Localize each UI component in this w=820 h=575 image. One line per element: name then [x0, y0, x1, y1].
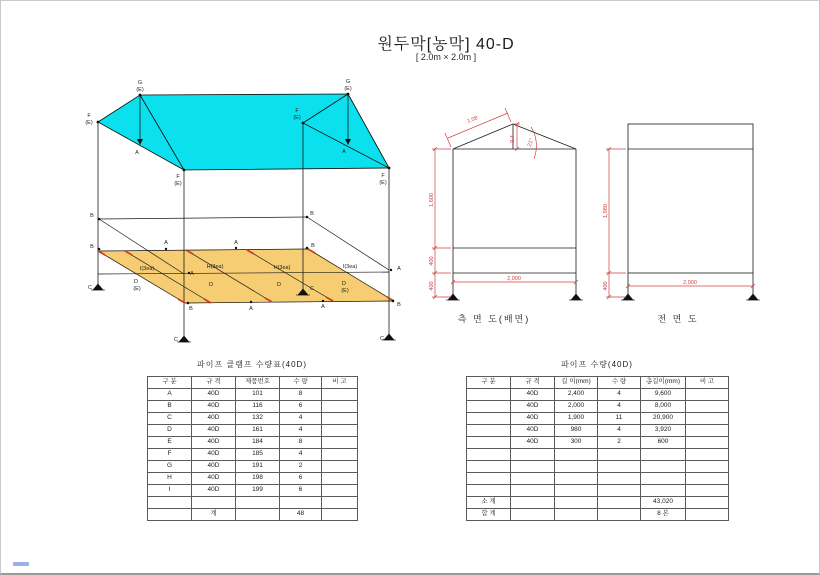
table-row [467, 485, 729, 497]
front-view-feet [621, 294, 760, 300]
side-view-drawing [429, 108, 583, 300]
table-cell [467, 413, 511, 425]
table-cell: 40D [511, 425, 555, 437]
table-cell: 9,600 [641, 389, 686, 401]
table-cell: G [148, 461, 192, 473]
table-cell: 116 [236, 401, 280, 413]
table-cell [511, 449, 555, 461]
table-cell [511, 497, 555, 509]
column-header: 수 량 [280, 377, 322, 389]
member-label: B [311, 243, 315, 249]
side-view-feet [446, 294, 583, 300]
table-cell [322, 485, 358, 497]
table-row [148, 389, 358, 401]
table-row [148, 401, 358, 413]
column-header: 구 분 [148, 377, 192, 389]
table-cell [686, 389, 729, 401]
table-cell: 40D [192, 425, 236, 437]
dim-foot-height: 400 [603, 281, 609, 291]
table-cell: 4 [598, 401, 641, 413]
table-row [467, 425, 729, 437]
table-cell: F [148, 449, 192, 461]
table-cell [322, 401, 358, 413]
table-cell: B [148, 401, 192, 413]
table-cell: 4 [280, 425, 322, 437]
table-cell: 4 [598, 425, 641, 437]
table-cell: 40D [192, 401, 236, 413]
table-cell: 2 [280, 461, 322, 473]
table-cell: 1,900 [555, 413, 598, 425]
dim-band-height: 400 [429, 256, 435, 266]
table-cell: D [148, 425, 192, 437]
side-view-dim-lines [432, 108, 578, 299]
table-row [148, 509, 358, 521]
table-cell [686, 449, 729, 461]
member-label: A [190, 271, 194, 277]
table-row [467, 497, 729, 509]
table-row [467, 509, 729, 521]
table-cell [322, 473, 358, 485]
table-cell [641, 461, 686, 473]
member-label: A [321, 304, 325, 310]
member-label: F [87, 113, 91, 119]
member-label: D [209, 282, 213, 288]
table-cell [598, 509, 641, 521]
table-row [148, 437, 358, 449]
table-cell [467, 449, 511, 461]
table-cell [686, 509, 729, 521]
table-cell: 132 [236, 413, 280, 425]
table-cell: 184 [236, 437, 280, 449]
table-cell: 2,000 [555, 401, 598, 413]
page-title: 원두막[농막] 40-D [377, 36, 515, 53]
table-row [148, 449, 358, 461]
table-row [148, 425, 358, 437]
table-cell [192, 497, 236, 509]
column-header: 총길이(mm) [641, 377, 686, 389]
table-cell [686, 425, 729, 437]
clamp-table-title: 파이프 클램프 수량표(40D) [196, 360, 307, 369]
table-cell: 40D [192, 461, 236, 473]
table-cell: 20,900 [641, 413, 686, 425]
table-row [467, 413, 729, 425]
front-view-title: 전 면 도 [657, 314, 699, 324]
member-label: C [174, 337, 178, 343]
dim-width: 2,000 [507, 276, 521, 282]
column-header: 구 분 [467, 377, 511, 389]
side-view-dim-text [429, 115, 535, 290]
table-cell [641, 485, 686, 497]
member-label: F [381, 173, 385, 179]
pipe-table-title: 파이프 수량(40D) [561, 360, 633, 369]
table-cell: 6 [280, 485, 322, 497]
table-cell: 40D [511, 437, 555, 449]
member-label: G [345, 79, 351, 85]
member-label: (E) [174, 181, 182, 187]
table-cell: 40D [192, 413, 236, 425]
dim-height: 1,980 [603, 204, 609, 218]
table-cell [236, 509, 280, 521]
table-cell: 101 [236, 389, 280, 401]
table-cell [641, 473, 686, 485]
table-cell: 40D [192, 473, 236, 485]
front-view-dim-text [603, 204, 697, 290]
table-cell: H [148, 473, 192, 485]
column-header: 규 격 [511, 377, 555, 389]
table-cell [555, 485, 598, 497]
member-label: I(3ea) [342, 264, 358, 270]
member-label: H(3ea) [273, 265, 291, 271]
table-cell [467, 461, 511, 473]
table-cell [236, 497, 280, 509]
front-view-outline [628, 124, 753, 294]
member-label: G [137, 80, 143, 86]
member-label: C [88, 285, 92, 291]
member-label: (E) [293, 115, 301, 121]
table-cell [467, 425, 511, 437]
table-cell: 43,020 [641, 497, 686, 509]
table-cell: 2,400 [555, 389, 598, 401]
table-cell [641, 449, 686, 461]
member-label: D [277, 282, 281, 288]
table-cell [148, 497, 192, 509]
table-cell: 3,920 [641, 425, 686, 437]
table-cell [467, 473, 511, 485]
member-label: A [249, 306, 253, 312]
member-label: (E) [379, 180, 387, 186]
table-cell [467, 389, 511, 401]
member-label: (E) [85, 120, 93, 126]
member-label: B [90, 213, 94, 219]
table-cell [322, 425, 358, 437]
table-cell [467, 401, 511, 413]
table-cell [511, 509, 555, 521]
table-cell: 6 [280, 401, 322, 413]
table-row [148, 485, 358, 497]
table-cell: 4 [280, 449, 322, 461]
table-row [467, 473, 729, 485]
table-row [467, 461, 729, 473]
table-cell [555, 509, 598, 521]
table-cell: 소 계 [467, 497, 511, 509]
table-cell: 11 [598, 413, 641, 425]
column-header: 규 격 [192, 377, 236, 389]
table-row [467, 449, 729, 461]
table-cell [598, 473, 641, 485]
page-subtitle: [ 2.0m × 2.0m ] [415, 52, 477, 62]
table-cell [686, 461, 729, 473]
table-cell [467, 485, 511, 497]
member-label: F [295, 108, 299, 114]
member-label: C [380, 336, 384, 342]
table-cell: 40D [511, 401, 555, 413]
table-cell: 185 [236, 449, 280, 461]
member-label: (E) [341, 288, 349, 294]
table-cell: 300 [555, 437, 598, 449]
table-cell: 40D [511, 413, 555, 425]
column-header: 제품번호 [236, 377, 280, 389]
table-cell: 8,000 [641, 401, 686, 413]
table-cell [598, 449, 641, 461]
table-cell: 40D [511, 389, 555, 401]
member-label: (E) [133, 286, 141, 292]
table-cell [511, 485, 555, 497]
table-cell: 2 [598, 437, 641, 449]
table-row [467, 389, 729, 401]
table-cell [686, 437, 729, 449]
table-cell: 980 [555, 425, 598, 437]
table-cell [686, 485, 729, 497]
member-label: (E) [344, 86, 352, 92]
table-cell [511, 473, 555, 485]
table-row [148, 413, 358, 425]
member-label: A [164, 240, 168, 246]
member-label: B [90, 244, 94, 250]
table-header-row [467, 377, 729, 389]
table-cell: 8 [280, 389, 322, 401]
table-cell [555, 449, 598, 461]
table-row [148, 497, 358, 509]
table-cell [686, 401, 729, 413]
member-label: I(3ea) [139, 266, 155, 272]
table-row [467, 437, 729, 449]
table-cell: 계 [192, 509, 236, 521]
table-cell: 6 [280, 473, 322, 485]
table-cell [322, 389, 358, 401]
table-cell [322, 437, 358, 449]
dim-slope: 1.08 [466, 115, 479, 125]
member-label: C [310, 286, 314, 292]
table-cell [598, 497, 641, 509]
member-label: D [342, 281, 346, 287]
table-cell: I [148, 485, 192, 497]
table-cell: 199 [236, 485, 280, 497]
member-label: F [176, 174, 180, 180]
table-cell: 191 [236, 461, 280, 473]
table-cell: 600 [641, 437, 686, 449]
table-cell [280, 497, 322, 509]
member-label: (E) [136, 87, 144, 93]
table-cell: 40D [192, 437, 236, 449]
side-view-outline [453, 124, 576, 294]
table-header-row [148, 377, 358, 389]
table-cell: 4 [598, 389, 641, 401]
table-cell: C [148, 413, 192, 425]
table-cell [686, 473, 729, 485]
column-header: 비 고 [322, 377, 358, 389]
member-label: A [234, 240, 238, 246]
table-cell: 40D [192, 389, 236, 401]
page-corner-mark [13, 562, 29, 566]
member-label: B [397, 302, 401, 308]
table-cell [467, 437, 511, 449]
dim-angle: 21° [526, 137, 536, 148]
isometric-structure-drawing [85, 79, 401, 343]
floor-deck [98, 249, 393, 303]
dim-foot-height: 400 [429, 281, 435, 291]
table-cell [322, 461, 358, 473]
table-cell [686, 497, 729, 509]
table-cell [555, 461, 598, 473]
member-label: B [310, 211, 314, 217]
table-cell [322, 449, 358, 461]
table-cell [555, 473, 598, 485]
pipe-quantity-table [466, 376, 729, 521]
member-label: A [342, 149, 346, 155]
table-cell: 40D [192, 485, 236, 497]
member-label: B [189, 306, 193, 312]
table-cell [686, 413, 729, 425]
table-cell: 8 본 [641, 509, 686, 521]
table-cell: 48 [280, 509, 322, 521]
table-row [467, 401, 729, 413]
side-view-title: 측 면 도(배면) [457, 314, 531, 324]
column-header: 비 고 [686, 377, 729, 389]
table-cell [598, 461, 641, 473]
member-label: A [397, 266, 401, 272]
table-row [148, 473, 358, 485]
dim-rise: 0.4 [510, 135, 516, 143]
table-cell: 198 [236, 473, 280, 485]
front-view-drawing [603, 124, 760, 300]
table-cell [555, 497, 598, 509]
clamp-quantity-table [147, 376, 358, 521]
table-cell: 합 계 [467, 509, 511, 521]
table-cell: A [148, 389, 192, 401]
table-cell [322, 509, 358, 521]
dim-wall-height: 1,600 [429, 193, 435, 207]
column-header: 길 이(mm) [555, 377, 598, 389]
table-cell: 40D [192, 449, 236, 461]
table-cell [598, 485, 641, 497]
member-label: D [134, 279, 138, 285]
table-cell: 4 [280, 413, 322, 425]
member-label: A [135, 150, 139, 156]
table-cell: 8 [280, 437, 322, 449]
dim-width: 2,000 [683, 280, 697, 286]
table-cell [322, 497, 358, 509]
table-row [148, 461, 358, 473]
member-label: H(3ea) [206, 264, 224, 270]
table-cell: E [148, 437, 192, 449]
table-cell [322, 413, 358, 425]
table-cell [148, 509, 192, 521]
column-header: 수 량 [598, 377, 641, 389]
table-cell: 161 [236, 425, 280, 437]
table-cell [511, 461, 555, 473]
